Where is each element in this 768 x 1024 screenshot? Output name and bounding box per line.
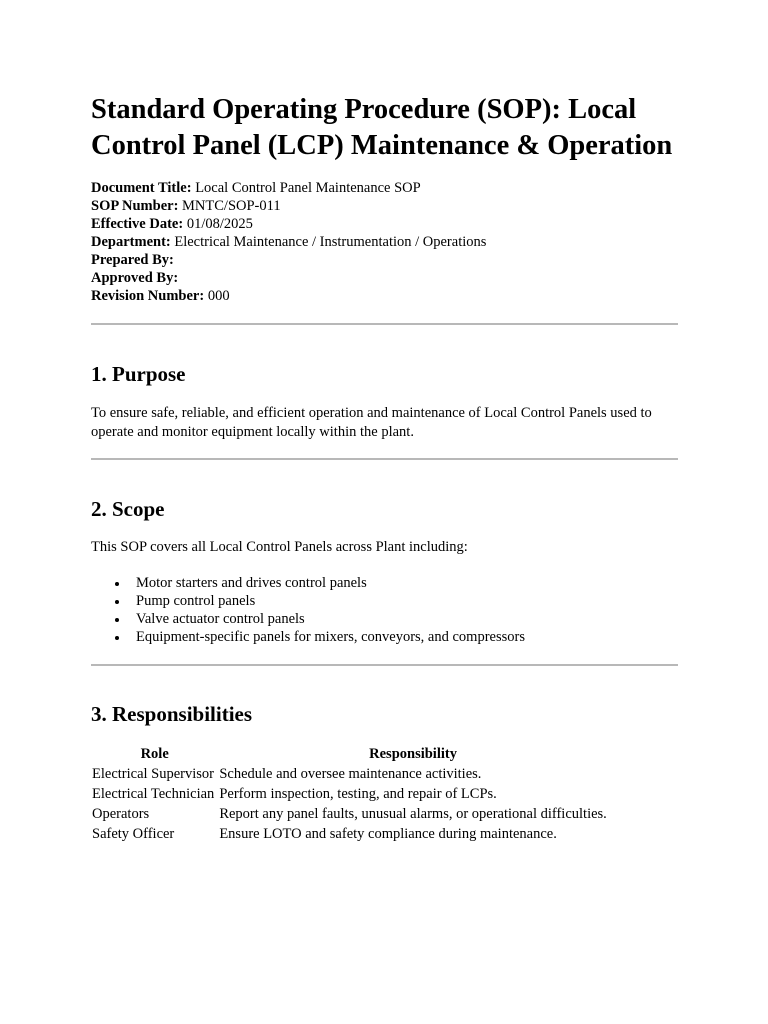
section-divider: [91, 664, 678, 666]
section-divider: [91, 458, 678, 460]
scope-heading: 2. Scope: [91, 497, 165, 521]
purpose-heading: 1. Purpose: [91, 362, 186, 386]
table-row: [91, 825, 608, 845]
responsibilities-table: [91, 745, 608, 845]
list-item: Motor starters and drives control panels: [136, 574, 678, 592]
responsibility-cell: Schedule and oversee maintenance activities.: [219, 766, 482, 782]
meta-document-title: Document Title: Local Control Panel Maintenance SOP: [91, 180, 421, 196]
purpose-text: To ensure safe, reliable, and efficient operation and maintenance of Local Control Panels used to operate and monitor equipment locally within the plant.: [91, 405, 652, 440]
scope-section: [91, 496, 678, 646]
table-row: [91, 805, 608, 825]
role-cell: Electrical Technician: [92, 786, 215, 802]
meta-revision-number: Revision Number: 000: [91, 288, 230, 304]
table-header-row: [91, 745, 608, 765]
scope-list: [91, 574, 678, 646]
table-row: [91, 785, 608, 805]
list-item: Equipment-specific panels for mixers, conveyors, and compressors: [136, 628, 678, 646]
responsibility-cell: Perform inspection, testing, and repair of LCPs.: [219, 786, 497, 802]
purpose-section: [91, 361, 678, 441]
section-divider: [91, 323, 678, 325]
list-item: Pump control panels: [136, 592, 678, 610]
meta-sop-number: SOP Number: MNTC/SOP-011: [91, 198, 281, 214]
responsibility-cell: Report any panel faults, unusual alarms, or operational difficulties.: [219, 806, 607, 822]
table-row: [91, 765, 608, 785]
scope-intro: This SOP covers all Local Control Panels across Plant including:: [91, 539, 468, 555]
meta-approved-by: Approved By:: [91, 270, 179, 286]
role-cell: Operators: [92, 806, 150, 822]
meta-prepared-by: Prepared By:: [91, 252, 174, 268]
page-title: Standard Operating Procedure (SOP): Local Control Panel (LCP) Maintenance & Operation: [91, 94, 673, 161]
role-cell: Electrical Supervisor: [92, 766, 214, 782]
meta-department: Department: Electrical Maintenance / Instrumentation / Operations: [91, 234, 487, 250]
meta-effective-date: Effective Date: 01/08/2025: [91, 216, 253, 232]
list-item: Valve actuator control panels: [136, 610, 678, 628]
column-header-role: Role: [140, 746, 169, 762]
role-cell: Safety Officer: [92, 826, 175, 842]
responsibility-cell: Ensure LOTO and safety compliance during maintenance.: [219, 826, 557, 842]
document-metadata: [91, 179, 678, 305]
responsibilities-heading: 3. Responsibilities: [91, 701, 253, 726]
responsibilities-section: [91, 701, 678, 845]
column-header-responsibility: Responsibility: [369, 746, 457, 762]
document-body: [91, 92, 678, 845]
